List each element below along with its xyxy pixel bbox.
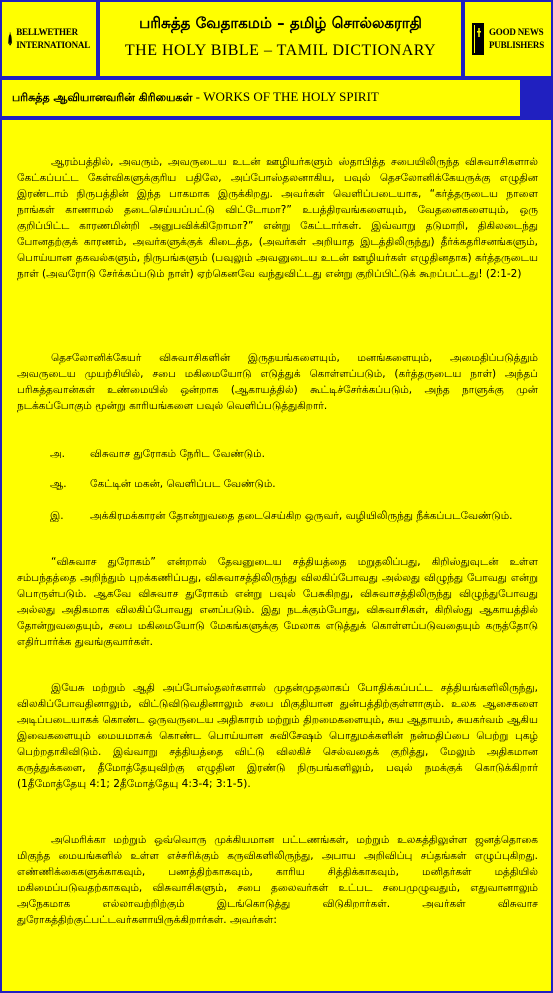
logo-right-line2: PUBLISHERS xyxy=(489,40,545,50)
logo-right-line1: GOOD NEWS xyxy=(489,27,544,37)
list-item-text: கேட்டின் மகன், வெளிப்பட வேண்டும். xyxy=(90,478,276,490)
section-header xyxy=(2,80,520,116)
title-tamil: பரிசுத்த வேதாகமம் – தமிழ் சொல்லகராதி xyxy=(139,14,422,32)
article-body xyxy=(2,120,551,991)
list-item xyxy=(50,446,265,462)
list-item-text: அக்கிரமக்காரன் தோன்றுவதை தடைசெய்கிற ஒருவர், வழியிலிருந்து நீக்கப்படவேண்டும். xyxy=(90,510,513,522)
bell-icon xyxy=(8,17,12,61)
bellwether-logo xyxy=(2,2,96,76)
list-item-text: விசுவாச துரோகம் நேரிட வேண்டும். xyxy=(90,448,265,460)
paragraph-4: இயேசு மற்றும் ஆதி அப்போஸ்தலர்களால் முதன்முதலாகப் போதிக்கப்பட்ட சத்தியங்களிலிருந்து, விலகிப்போவதினாலும், விட்டுவிடுவதினாலும் சபை மிகுதியான துன்பத்திற்குள்ளாகும். உலக ஆசைகளை அடிப்படையாகக் கொண்ட ஒருவருடைய அதிகாரம் மற்றும் திறமைகளையும், சுய ஆதாயம், சுயகர்வம் ஆகிய இவைகளையும் மையமாகக் கொண்ட பொய்யான சுவிசேஷம் பொதுமக்களின் நன்மதிப்பை பெற்று புகழ் பெற்றதாகிவிடும். இவ்வாறு சத்தியத்தை விட்டு விலகிச் செல்வதைக் குறித்து, மேலும் அதிகமான கருத்துக்களை, தீமோத்தேயுவிற்கு எழுதின இரண்டு நிருபங்களிலும், பவுல் நமக்குக் கொடுக்கிறார் (1தீமோத்தேயு 4:1; 2தீமோத்தேயு 4:3-4; 3:1-5). xyxy=(17,682,538,790)
title-banner xyxy=(100,2,461,76)
list-item xyxy=(50,476,276,492)
list-item-marker: ஆ. xyxy=(50,478,67,490)
section-title-english: - WORKS OF THE HOLY SPIRIT xyxy=(192,89,379,104)
section-title xyxy=(12,89,379,106)
list-item-marker: அ. xyxy=(50,448,66,460)
good-news-logo xyxy=(465,2,551,76)
paragraph-5: அமெரிக்கா மற்றும் ஒவ்வொரு முக்கியமான பட்டணங்கள், மற்றும் உலகத்திலுள்ள ஜனத்தொகை மிகுந்த மையங்களில் உள்ள எச்சரிக்கும் கருவிகளிலிருந்து, அபாய அறிவிப்பு சப்தங்கள் எழுப்புகிறது. எண்ணிக்கைகளுக்காகவும், பணத்திற்காகவும், காரிய சித்திக்காகவும், மனிதர்கள் மத்தியில் மகிமைப்படுவதற்காகவும், விசுவாசிகளும், சபை தலைவர்கள் உட்பட சபைமுழுவதும், எதுவானாலும் அநேகமாக எல்லாவற்றிற்கும் இடங்கொடுத்து விடுகிறார்கள். அவர்கள் விசுவாச துரோகத்திற்குட்பட்டவர்களாயிருக்கிறார்கள். அவர்கள்: xyxy=(17,834,538,926)
list-item-marker: இ. xyxy=(50,510,64,522)
logo-left-line1: BELLWETHER xyxy=(16,27,78,37)
bible-icon xyxy=(471,17,485,61)
logo-left-line2: INTERNATIONAL xyxy=(16,40,90,50)
paragraph-2: தெசலோனிக்கேயர் விசுவாசிகளின் இருதயங்களையும், மனங்களையும், அமைதிப்படுத்தும் அவருடைய முயற்சியில், சபை மகிமையோடு எடுத்துக் கொள்ளப்படும், (கர்த்தருடைய நாள்) அந்தப் பரிசுத்தவான்கள் உண்மையில் ஒன்றாக (ஆகாயத்தில்) கூட்டிச்சேர்க்கப்படும், அந்த நாளுக்கு முன் நடக்கப்போகும் மூன்று காரியங்களை பவுல் வெளிப்படுத்துகிறார். xyxy=(17,352,538,412)
paragraph-3: “விசுவாச துரோகம்” என்றால் தேவனுடைய சத்தியத்தை மறுதலிப்பது, கிறிஸ்துவுடன் உள்ள சம்பந்தத்தை அறிந்தும் புறக்கணிப்பது, விசுவாசத்திலிருந்து விலகிப்போவது அல்லது விழுந்து போவது என்று பொருள்படும். ஆகவே விசுவாச துரோகம் என்று பவுல் பேசுகிறது, விசுவாசத்திலிருந்து விழுந்துபோவது அல்லது அதிகமாக விலகிப்போவது எனப்படும். இது நடக்கும்போது, விசுவாசிகள், கிறிஸ்து ஆகாயத்தில் தோன்றுவதையும், சபை மகிமையோடு மேகங்களுக்கு மேலாக எடுத்துக் கொள்ளப்படுவதையும் கருத்தோடு எதிர்பார்க்க துவங்குவார்கள். xyxy=(17,556,538,648)
paragraph-1: ஆரம்பத்தில், அவரும், அவருடைய உடன் ஊழியர்களும் ஸ்தாபித்த சபையிலிருந்த விசுவாசிகளால் கேட்கப்பட்ட கேள்விகளுக்குரிய பதிலே, அப்போஸ்தலனாகிய, பவுல் தெசலோனிக்கேயருக்கு எழுதின இரண்டாம் நிருபத்தின் இந்த பாகமாக இருக்கிறது. அவர்கள் வெளிப்படையாக, “கர்த்தருடைய நாளை நாங்கள் காணாமல் தடைசெய்யப்பட்டு விட்டோமா?” உபத்திரவங்களையும், வேதனைகளையும், ஒரு குறிப்பிட்ட காரணமின்றி அனுபவிக்கிறோமா?” என்று கேட்டார்கள். இவ்வாறு தடுமாறி, திகிலடைந்து போனதற்குக் காரணம், அவர்களுக்குக் கிடைத்த, (அவர்கள் அறியாத இடத்திலிருந்து) தீர்க்கதரிசனங்களும், பொய்யான தகவல்களும், நிருபங்களும் (பவுலும் அவனுடைய உடன் ஊழியர்கள் எழுதினதாக) கர்த்தருடைய நாள் (அவரோடு சேர்க்கப்படும் நாள்) ஏற்கெனவே வந்துவிட்டது என்று குறிப்பிட்டுக் கூறப்பட்டது! (2:1-2) xyxy=(17,156,538,280)
section-title-tamil: பரிசுத்த ஆவியானவரின் கிரியைகள் xyxy=(12,91,193,104)
title-english: THE HOLY BIBLE – TAMIL DICTIONARY xyxy=(124,42,437,59)
list-item xyxy=(50,508,538,524)
